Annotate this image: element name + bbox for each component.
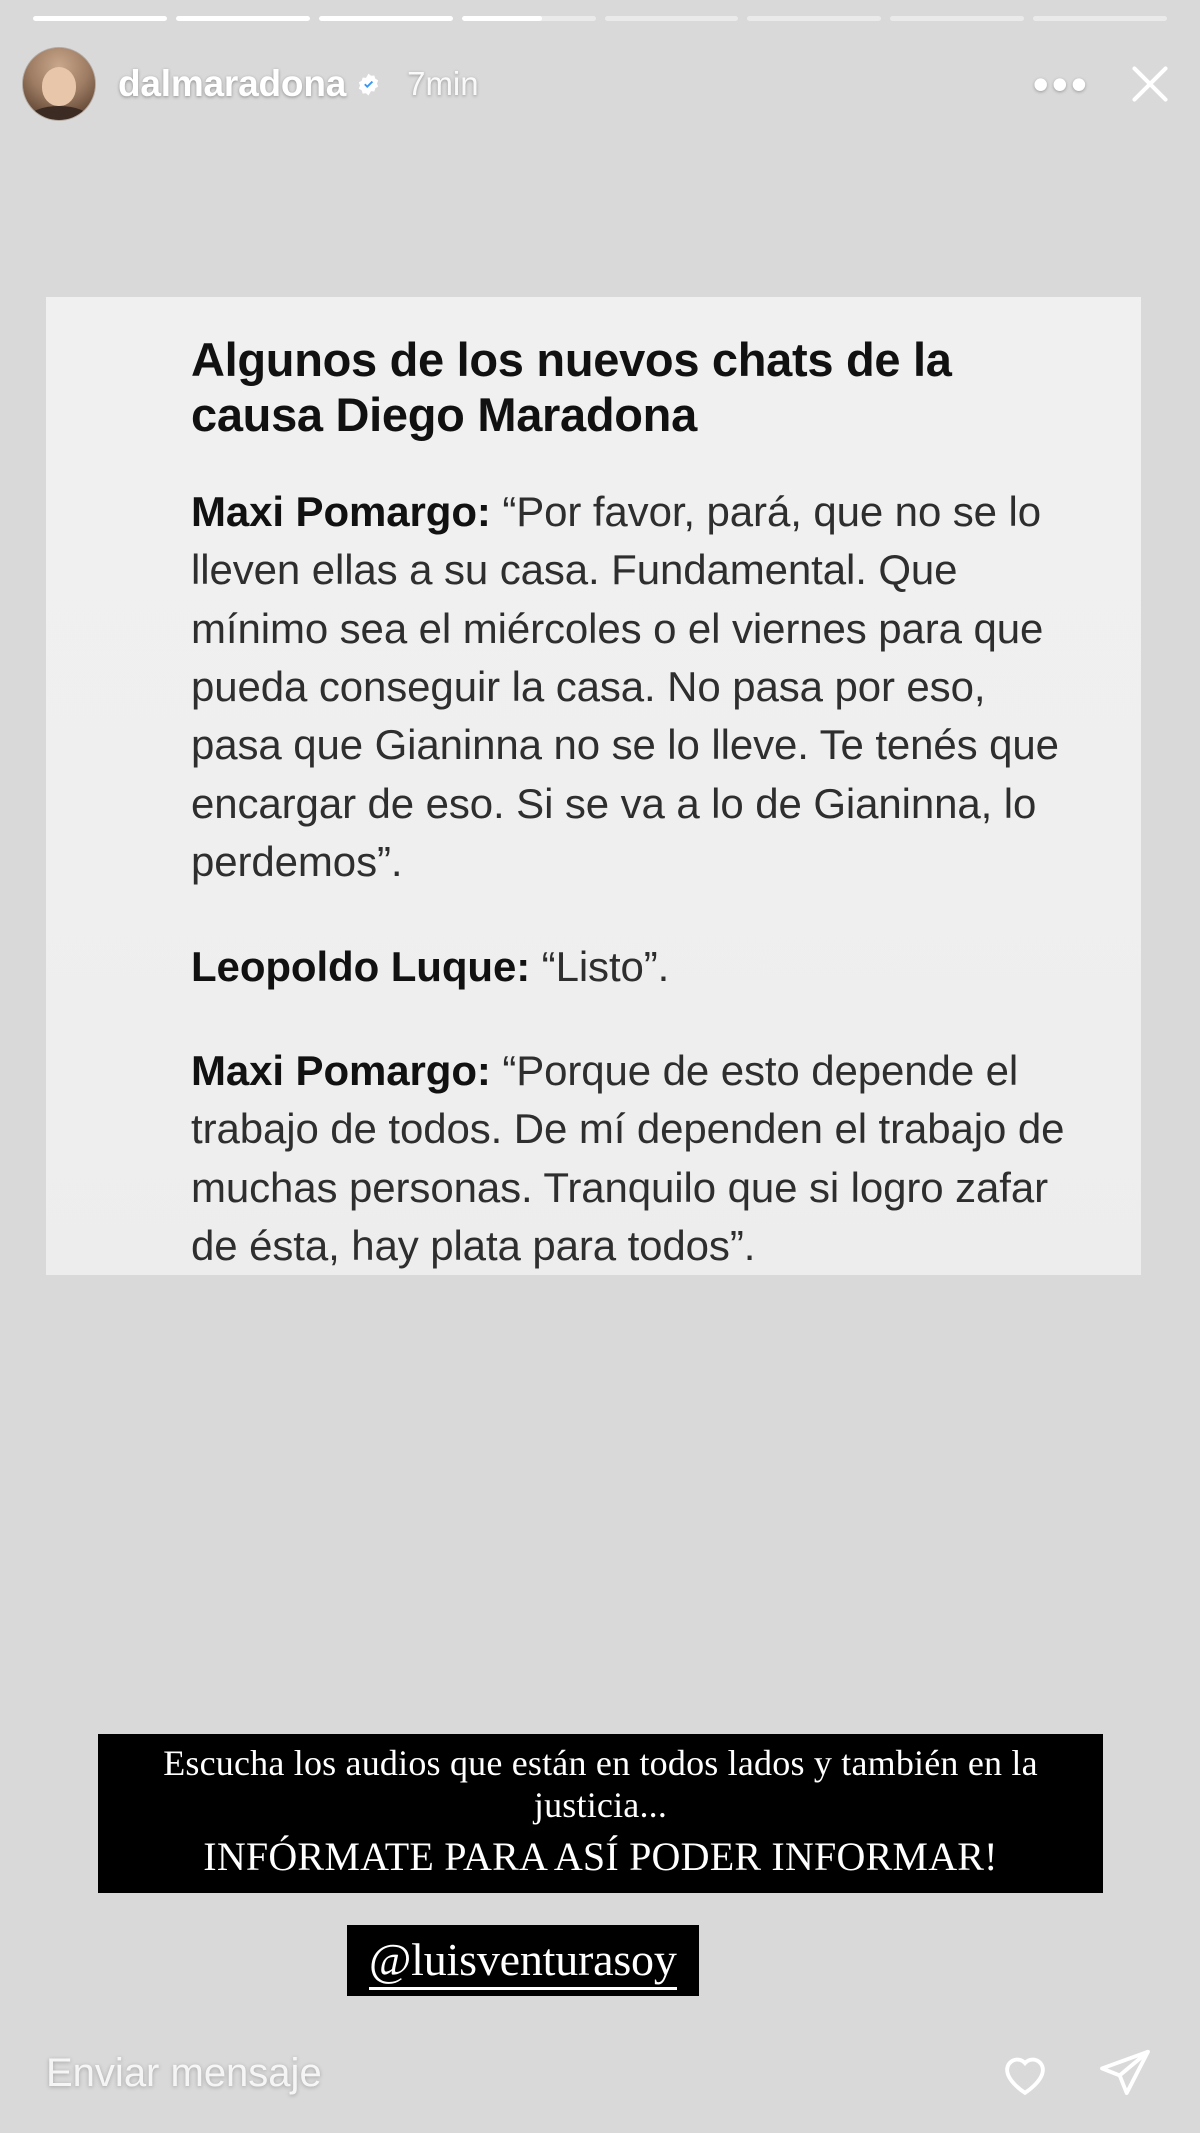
username-label[interactable]: dalmaradona bbox=[118, 63, 347, 104]
verified-badge-icon bbox=[356, 72, 381, 97]
mention-sticker[interactable] bbox=[347, 1925, 699, 1996]
chat-speaker-label: Maxi Pomargo: bbox=[191, 487, 491, 535]
story-progress-segment[interactable] bbox=[747, 16, 881, 21]
more-options-button[interactable]: ••• bbox=[1032, 58, 1090, 110]
caption-line-2: INFÓRMATE PARA ASÍ PODER INFORMAR! bbox=[203, 1833, 998, 1879]
story-progress-segment-active[interactable] bbox=[462, 16, 596, 21]
story-progress-bar bbox=[33, 16, 1167, 21]
story-progress-segment[interactable] bbox=[33, 16, 167, 21]
heart-icon[interactable] bbox=[996, 2044, 1054, 2102]
caption-line-1: Escucha los audios que están en todos lados y también en la justicia... bbox=[163, 1743, 1038, 1826]
article-card-content bbox=[46, 333, 1141, 1275]
story-progress-segment[interactable] bbox=[319, 16, 453, 21]
message-input[interactable]: Enviar mensaje bbox=[46, 2050, 322, 2095]
caption-banner bbox=[98, 1734, 1103, 1893]
mention-label: @luisventurasoy bbox=[369, 1934, 677, 1990]
chat-speaker-label: Leopoldo Luque: bbox=[191, 942, 531, 990]
story-progress-segment[interactable] bbox=[176, 16, 310, 21]
chat-paragraph bbox=[191, 938, 1085, 996]
story-progress-segment[interactable] bbox=[890, 16, 1024, 21]
chat-paragraph bbox=[191, 1042, 1085, 1276]
article-headline: Algunos de los nuevos chats de la causa Diego Maradona bbox=[191, 333, 952, 441]
close-icon[interactable] bbox=[1122, 56, 1178, 112]
story-progress-segment[interactable] bbox=[605, 16, 739, 21]
avatar-face bbox=[42, 67, 77, 106]
story-header bbox=[22, 44, 1178, 124]
article-card bbox=[46, 297, 1141, 1275]
chat-text: “Por favor, pará, que no se lo lleven ellas a su casa. Fundamental. Que mínimo sea el miércoles o el viernes para que pueda conseguir la casa. No pasa por eso, pasa que Gianinna no se lo lleve. Te tenés que encargar de eso. Si se va a lo de Gianinna, lo perdemos”. bbox=[191, 487, 1059, 886]
chat-text: “Porque de esto depende el trabajo de todos. De mí dependen el trabajo de muchas personas. Tranquilo que si logro zafar de ésta, hay plata para todos”. bbox=[191, 1046, 1065, 1270]
chat-text: “Listo”. bbox=[530, 942, 670, 990]
avatar[interactable] bbox=[22, 47, 96, 121]
chat-speaker-label: Maxi Pomargo: bbox=[191, 1046, 491, 1094]
timestamp-label: 7min bbox=[407, 65, 479, 102]
story-progress-segment[interactable] bbox=[1033, 16, 1167, 21]
send-icon[interactable] bbox=[1096, 2044, 1154, 2102]
chat-paragraph bbox=[191, 483, 1085, 892]
story-footer bbox=[0, 2013, 1200, 2133]
